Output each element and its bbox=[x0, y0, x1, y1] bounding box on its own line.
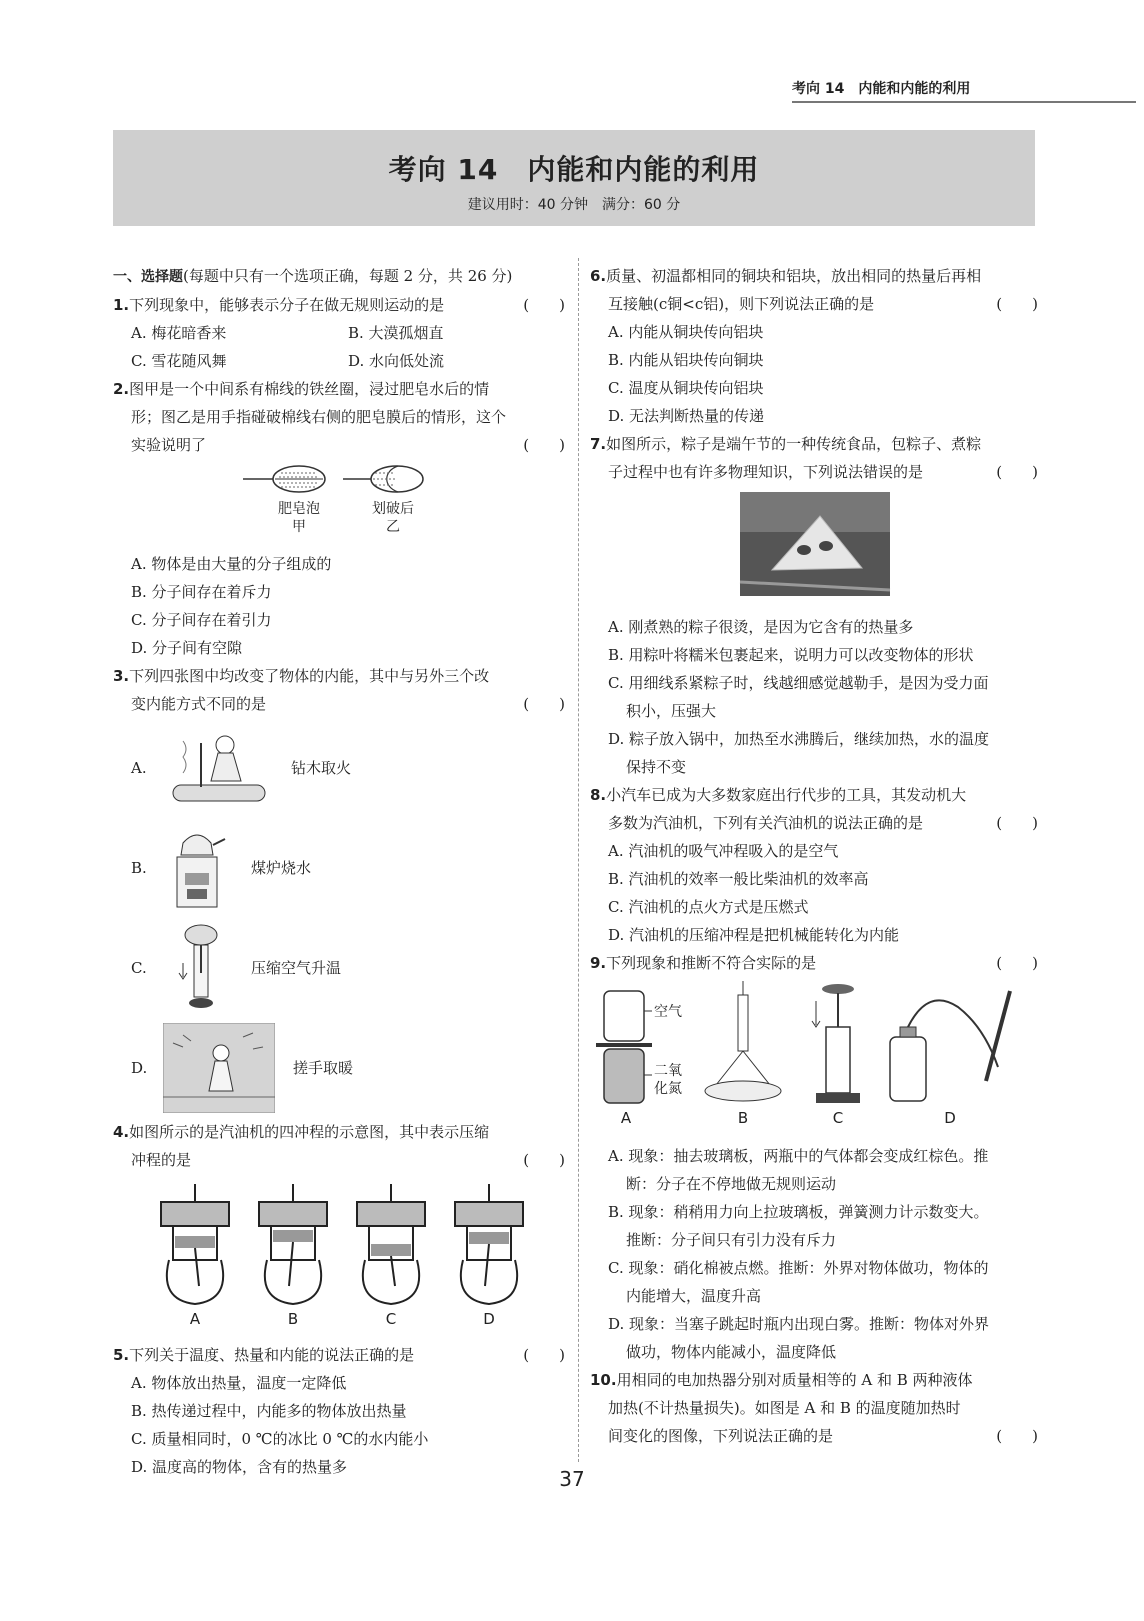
experiment-d bbox=[890, 991, 1010, 1127]
header-rule bbox=[792, 101, 1136, 103]
option-d: D. 现象：当塞子跳起时瓶内出现白雾。推断：物体对外界 bbox=[608, 1315, 990, 1333]
question-7: 7.如图所示，粽子是端午节的一种传统食品，包粽子、煮粽 bbox=[590, 435, 982, 453]
option-b: B. 现象：稍稍用力向上拉玻璃板，弹簧测力计示数变大。 bbox=[608, 1203, 989, 1221]
right-column: 6.质量、初温都相同的铜块和铝块，放出相同的热量后再相 互接触(c铜<c铝)，则下列说法正确的是 ( ) A. 内能从铜块传向铝块 B. 内能从铝块传向铜块 C. 温度从铜块传向铝块 D. 无法判断热量的传递 7.如图所示，粽子是端午节的一种传统食品，包粽子、煮粽 子过程中也有许多物理知识，下列说法错误的是 ( ) A. 刚煮熟的粽子很烫，是因为它含有的热量多 B. 用粽叶将糯米包裹起来，说明力可以改变物体的形状 C. 用细线系紧粽子时，线越细感觉越勒手，是因为受力面 积小，压强大 D. 粽子放入锅中，加热至水沸腾后，继续加热，水的温度 保持不变 8.小汽车已成为大多数家庭出行代步的工具，其发动机大 多数为汽油机，下列有关汽油机的说法正确的是 ( ) A. 汽油机的吸气冲程吸入的是空气 B. 汽油机的效率一般比柴油机的效率高 C. 汽油机的点火方式是压燃式 D. 汽油机的压缩冲程是把机械能转化为内能 9.下列现象和推断不符合实际的是 ( ) 空气 二氧 化氮 A B C D A. 现象：抽去玻璃板，两瓶中的气体都会变成红棕色。推 断：分子在不停地做无规则运动 B. 现象：稍稍用力向上拉玻璃板，弹簧测力计示数变大。 推断：分子间只有引力没有斥力 C. 现象：硝化棉被点燃。推断：外界对物体做功，物体的 内能增大，温度升高 D. 现象：当塞子跳起时瓶内出现白雾。推断：物体对外界 做功，物体内能减小，温度降低 10.用相同的电加热器分别对质量相等的 A 和 B 两种液体 加热(不计热量损失)。如图是 A 和 B 的温度随加热时 间变化的图像，下列说法正确的是 ( ) bbox=[590, 262, 1038, 1450]
option-d: D. 无法判断热量的传递 bbox=[608, 407, 765, 425]
section-note: (每题中只有一个选项正确，每题 2 分，共 26 分) bbox=[183, 267, 513, 285]
option-c-caption: 压缩空气升温 bbox=[251, 959, 342, 977]
page-title: 考向 14 内能和内能的利用 bbox=[388, 153, 760, 186]
label-air: 空气 bbox=[654, 1004, 682, 1020]
experiment-b bbox=[705, 981, 781, 1127]
exp-label-a: A bbox=[620, 1109, 632, 1127]
option-c: C. 雪花随风舞 bbox=[131, 352, 227, 370]
option-a: A. 汽油机的吸气冲程吸入的是空气 bbox=[608, 842, 839, 860]
engine-label-a: A bbox=[189, 1310, 201, 1328]
compress-air-illustration bbox=[163, 923, 233, 1013]
engine-d bbox=[455, 1184, 523, 1328]
page-number: 37 bbox=[559, 1467, 585, 1491]
engine-label-b: B bbox=[287, 1310, 299, 1328]
fig-label-broken: 划破后 bbox=[372, 501, 414, 517]
option-d-caption: 搓手取暖 bbox=[293, 1059, 354, 1077]
engine-b bbox=[259, 1184, 327, 1328]
option-a: A. 内能从铜块传向铝块 bbox=[608, 323, 764, 341]
option-a: A. 现象：抽去玻璃板，两瓶中的气体都会变成红棕色。推 bbox=[608, 1147, 989, 1165]
option-d: D. 温度高的物体，含有的热量多 bbox=[131, 1458, 348, 1476]
exp-label-c: C bbox=[832, 1109, 844, 1127]
engine-c bbox=[357, 1184, 425, 1328]
fig-label-jia: 甲 bbox=[292, 519, 306, 535]
option-c: C. 用细线系紧粽子时，线越细感觉越勒手，是因为受力面 bbox=[608, 674, 989, 692]
exp-label-d: D bbox=[944, 1109, 956, 1127]
experiment-c bbox=[812, 984, 860, 1127]
engine-label-c: C bbox=[385, 1310, 397, 1328]
experiments-figure bbox=[590, 981, 1038, 1129]
stove-kettle-illustration bbox=[163, 823, 233, 913]
option-c: C. 汽油机的点火方式是压燃式 bbox=[608, 898, 809, 916]
option-a: A. 梅花暗香来 bbox=[131, 324, 227, 342]
rub-hands-illustration bbox=[163, 1023, 275, 1113]
engine-strokes-figure bbox=[113, 1178, 565, 1328]
label-no2-1: 二氧 bbox=[654, 1063, 682, 1079]
option-c: C. 温度从铜块传向铝块 bbox=[608, 379, 764, 397]
question-9: 9.下列现象和推断不符合实际的是 ( ) bbox=[590, 954, 1038, 972]
question-4: 4.如图所示的是汽油机的四冲程的示意图，其中表示压缩 bbox=[113, 1123, 490, 1141]
option-d: D. 分子间有空隙 bbox=[131, 639, 243, 657]
soap-film-figure bbox=[113, 463, 565, 537]
column-divider bbox=[578, 258, 579, 1462]
question-10: 10.用相同的电加热器分别对质量相等的 A 和 B 两种液体 bbox=[590, 1371, 973, 1389]
question-3: 3.下列四张图中均改变了物体的内能，其中与另外三个改 bbox=[113, 667, 490, 685]
zongzi-photo bbox=[590, 490, 1038, 600]
section-heading: 一、选择题(每题中只有一个选项正确，每题 2 分，共 26 分) bbox=[113, 267, 513, 285]
page-subtitle: 建议用时：40 分钟 满分：60 分 bbox=[467, 197, 681, 213]
answer-paren: ( ) bbox=[523, 296, 565, 314]
option-a: A. 物体是由大量的分子组成的 bbox=[131, 555, 332, 573]
option-b: B. 分子间存在着斥力 bbox=[131, 583, 272, 601]
label-no2-2: 化氮 bbox=[654, 1081, 682, 1097]
option-b: B. 汽油机的效率一般比柴油机的效率高 bbox=[608, 870, 869, 888]
option-c: C. 质量相同时，0 ℃的冰比 0 ℃的水内能小 bbox=[131, 1430, 429, 1448]
option-d: D. 汽油机的压缩冲程是把机械能转化为内能 bbox=[608, 926, 900, 944]
exp-label-b: B bbox=[737, 1109, 749, 1127]
drill-fire-illustration bbox=[163, 723, 273, 813]
option-b: B. 大漠孤烟直 bbox=[348, 324, 444, 342]
engine-a bbox=[161, 1184, 229, 1328]
option-b: B. 用粽叶将糯米包裹起来，说明力可以改变物体的形状 bbox=[608, 646, 974, 664]
question-8: 8.小汽车已成为大多数家庭出行代步的工具，其发动机大 bbox=[590, 786, 967, 804]
title-banner bbox=[113, 130, 1035, 226]
fig-label-yi: 乙 bbox=[386, 519, 400, 535]
fig-label-soap: 肥皂泡 bbox=[278, 501, 320, 517]
question-2: 2.图甲是一个中间系有棉线的铁丝圈，浸过肥皂水后的情 bbox=[113, 380, 490, 398]
left-column: 一、选择题(每题中只有一个选项正确，每题 2 分，共 26 分) 1.下列现象中，能够表示分子在做无规则运动的是 ( ) A. 梅花暗香来 B. 大漠孤烟直 C. 雪花随风舞 D. 水向低处流 2.图甲是一个中间系有棉线的铁丝圈，浸过肥皂水后的情 形；图乙是用手指碰破棉线右侧的肥皂膜后的情形，这个 实验说明了 ( ) 肥皂泡 甲 划破后 乙 A. 物体是由大量的分子组成的 B. 分子间存在着斥力 C. 分子间存在着引力 D. 分子间有空隙 3.下列四张图中均改变了物体的内能，其中与另外三个改 变内能方式不同的是 ( ) A. 钻木取火 B. 煤炉烧水 C. 压缩空气升温 D. 搓手取暖 4.如图所示的是汽油机的四冲程的示意图，其中表示压缩 冲程的是 ( ) A B C D 5.下列关于温度、热量和内能的说法正确的是 ( ) A. 物体放出热量，温度一定降低 B. 热传递过程中，内能多的物体放出热量 C. 质量相同时，0 ℃的冰比 0 ℃的水内能小 D. 温度高的物体，含有的热量多 bbox=[113, 262, 565, 1481]
option-b-caption: 煤炉烧水 bbox=[251, 859, 312, 877]
option-c: C. 现象：硝化棉被点燃。推断：外界对物体做功，物体的 bbox=[608, 1259, 989, 1277]
option-d: D. 粽子放入锅中，加热至水沸腾后，继续加热，水的温度 bbox=[608, 730, 990, 748]
option-b: B. 内能从铝块传向铜块 bbox=[608, 351, 764, 369]
option-a-caption: 钻木取火 bbox=[291, 759, 352, 777]
running-header: 考向 14 内能和内能的利用 bbox=[792, 81, 971, 97]
option-c-figure: C. 压缩空气升温 bbox=[131, 918, 565, 1018]
question-6: 6.质量、初温都相同的铜块和铝块，放出相同的热量后再相 bbox=[590, 267, 982, 285]
option-d: D. 水向低处流 bbox=[348, 352, 445, 370]
option-d-figure: D. 搓手取暖 bbox=[131, 1018, 565, 1118]
question-5: 5.下列关于温度、热量和内能的说法正确的是 ( ) bbox=[113, 1346, 565, 1364]
option-a: A. 刚煮熟的粽子很烫，是因为它含有的热量多 bbox=[608, 618, 914, 636]
experiment-a bbox=[596, 991, 682, 1127]
option-b: B. 热传递过程中，内能多的物体放出热量 bbox=[131, 1402, 407, 1420]
engine-label-d: D bbox=[483, 1310, 495, 1328]
option-c: C. 分子间存在着引力 bbox=[131, 611, 272, 629]
option-a-figure: A. 钻木取火 bbox=[131, 718, 565, 818]
option-b-figure: B. 煤炉烧水 bbox=[131, 818, 565, 918]
question-1: 1.下列现象中，能够表示分子在做无规则运动的是 ( ) bbox=[113, 291, 565, 319]
option-a: A. 物体放出热量，温度一定降低 bbox=[131, 1374, 347, 1392]
